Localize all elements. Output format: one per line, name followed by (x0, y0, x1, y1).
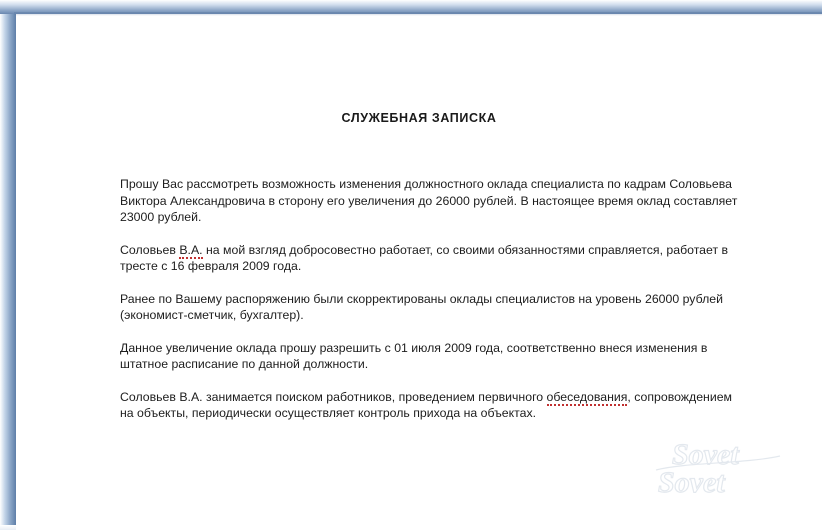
paragraph-1: Прошу Вас рассмотреть возможность изменения должностного оклада специалиста по кадрам Соловьева Виктора Александровича в сторону его увеличения до 26000 рублей. В настоящее время оклад составляет 23000 рублей. (120, 177, 738, 224)
paragraph-5: Соловьев В.А. занимается поиском работников, проведением первичного обеседования, сопровождением на объекты, периодически осуществляет контроль прихода на объектах. (120, 389, 733, 420)
spellcheck-underline: обеседования (546, 389, 628, 404)
spellcheck-underline: В.А. (179, 242, 203, 257)
document-body (120, 176, 740, 422)
document-page (16, 16, 822, 530)
watermark-line-2: Sovet (658, 466, 725, 499)
paragraph-2: Соловьев В.А. на мой взгляд добросовестно работает, со своими обязанностями справляется, работает в тресте с 16 февраля 2009 года. (120, 242, 729, 273)
watermark-line-1: Sovet (672, 438, 739, 471)
paragraph-3: Ранее по Вашему распоряжению были скорректированы оклады специалистов на уровень 26000 рублей (экономист-сметчик, бухгалтер). (120, 291, 723, 322)
watermark-swoosh (656, 456, 780, 470)
site-watermark (648, 434, 788, 506)
paragraph-4: Данное увеличение оклада прошу разрешить с 01 июля 2009 года, соответственно внеся изменения в штатное расписание по данной должности. (120, 340, 708, 371)
window-frame-left-edge (0, 0, 16, 530)
document-title: СЛУЖЕБНАЯ ЗАПИСКА (341, 111, 497, 125)
